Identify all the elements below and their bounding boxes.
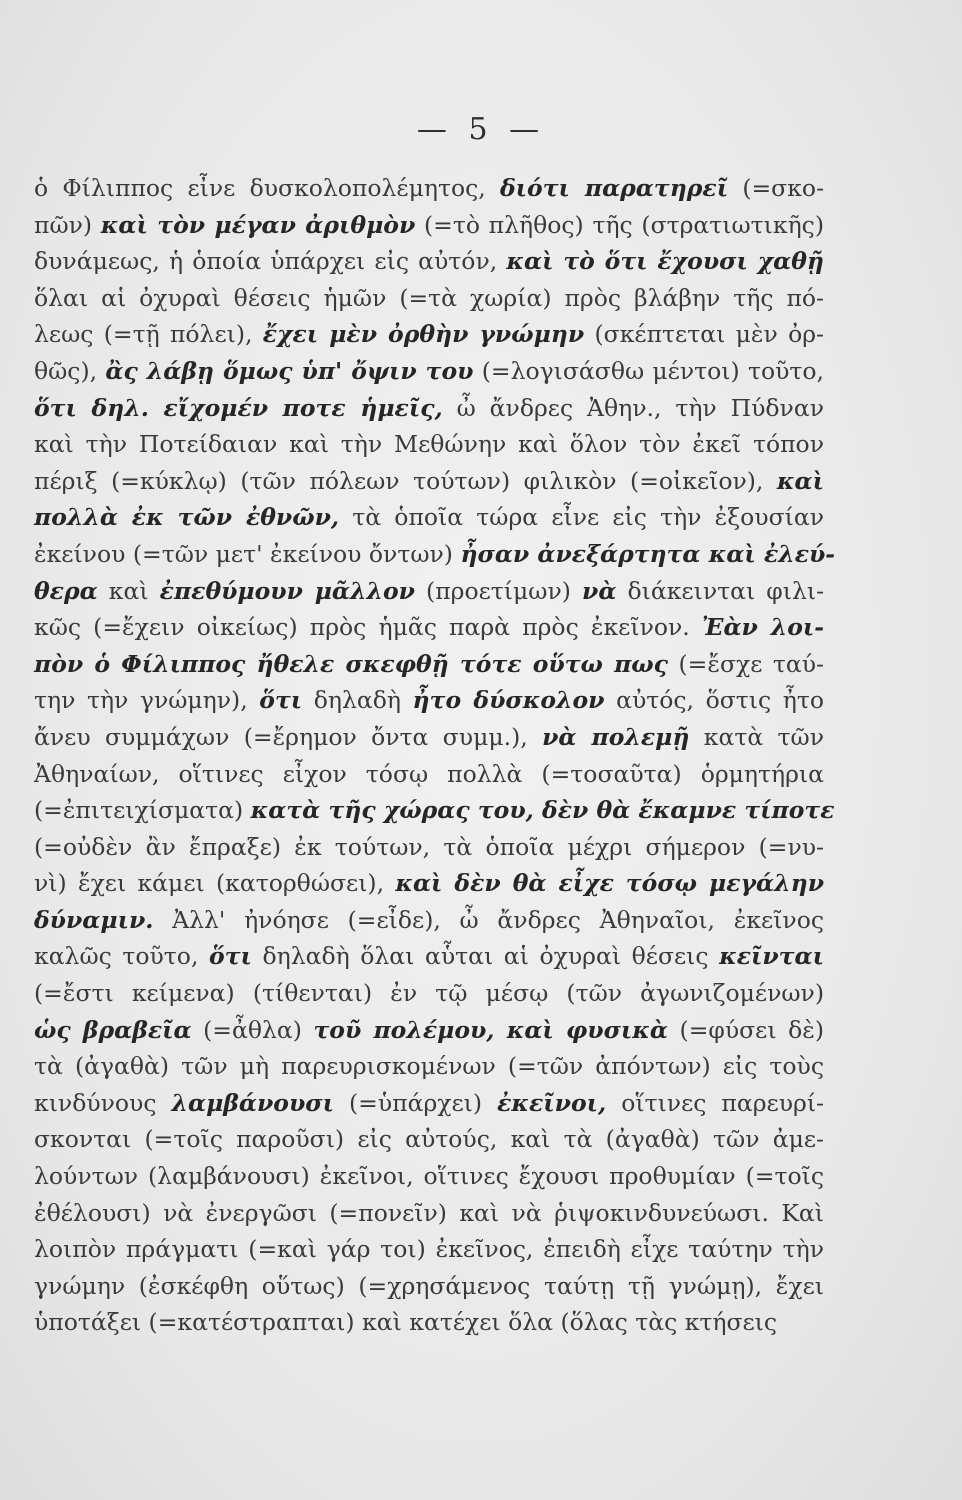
text-segment: σκονται (=τοῖς παροῦσι) εἰς αὐτούς, καὶ τὰ (ἀγαθὰ) τῶν ἀμε- (34, 1125, 824, 1154)
emphasized-text: πολλὰ ἐκ τῶν ἐθνῶν, (34, 503, 340, 532)
text-segment: θῶς), (34, 356, 106, 385)
text-line (34, 975, 824, 1012)
text-line (34, 170, 824, 207)
text-line (34, 1231, 824, 1268)
emphasized-text: πὸν ὁ Φίλιππος ἤθελε σκεφθῇ τότε οὕτω πως (34, 649, 668, 678)
text-line (34, 792, 835, 829)
text-segment: ὁ Φίλιππος εἶνε δυσκολοπολέμητος, (34, 174, 500, 202)
text-segment: (=ἔσχε ταύ- (668, 649, 824, 678)
text-segment: λεως (=τῇ πόλει), (34, 320, 263, 349)
text-segment: καὶ τὴν Ποτείδαιαν καὶ τὴν Μεθώνην καὶ ὅλον τὸν ἐκεῖ τόπον (34, 430, 824, 459)
text-segment: δηλαδὴ (302, 686, 413, 715)
emphasized-text: διότι παρατηρεῖ (500, 174, 729, 202)
text-line (34, 682, 824, 719)
text-line (34, 829, 824, 866)
text-line (34, 1121, 824, 1158)
emphasized-text: νὰ (582, 576, 617, 605)
emphasized-text: ὅτι δηλ. εἴχομέν ποτε ἡμεῖς, (34, 393, 443, 422)
text-segment: τὰ ὁποῖα τώρα εἶνε εἰς τὴν ἐξουσίαν (339, 503, 825, 532)
emphasized-text: ὅτι (259, 686, 303, 715)
text-line (34, 1304, 824, 1341)
text-segment: (=ἔστι κείμενα) (τίθενται) ἐν τῷ μέσῳ (τῶν ἀγωνιζομένων) (34, 979, 824, 1008)
text-segment: (=σκο- (728, 174, 825, 202)
text-line (34, 316, 824, 353)
text-segment: καὶ (97, 576, 160, 605)
text-line (34, 756, 824, 793)
text-segment: (=ἐπιτειχίσματα) (34, 796, 251, 825)
emphasized-text: λαμβάνουσι (171, 1088, 334, 1117)
text-line (34, 1158, 824, 1195)
text-segment: πῶν) (34, 210, 101, 239)
emphasized-text: νὰ πολεμῇ (542, 722, 690, 751)
emphasized-text: ἦσαν ἀνεξάρτητα καὶ ἐλεύ- (460, 539, 836, 568)
emphasized-text: ἐκεῖνοι, (497, 1088, 607, 1117)
text-segment: ὑποτάξει (=κατέστραπται) καὶ κατέχει ὅλα (ὅλας τὰς κτήσεις (34, 1308, 778, 1337)
emphasized-text: ἔχει μὲν ὀρθὴν γνώμην (262, 320, 585, 349)
text-segment: (=τὸ πλῆθος) τῆς (στρατιωτικῆς) (415, 210, 824, 239)
text-segment: (=ἆθλα) (191, 1015, 314, 1044)
emphasized-text: ὅτι (209, 942, 252, 971)
text-segment: (προετίμων) (414, 576, 583, 605)
text-line (34, 1195, 824, 1232)
text-segment: (=λογισάσθω μέντοι) τοῦτο, (473, 356, 824, 385)
emphasized-text: καὶ τὸν μέγαν ἀριθμὸν (100, 210, 416, 239)
text-segment: δυνάμεως, ἡ ὁποία ὑπάρχει εἰς αὐτόν, (34, 247, 507, 276)
text-segment: νὶ) ἔχει κάμει (κατορθώσει), (34, 869, 396, 898)
emphasized-text: τοῦ πολέμου, καὶ φυσικὰ (313, 1015, 668, 1044)
emphasized-text: ἐπεθύμουν μᾶλλον (159, 576, 415, 605)
emphasized-text: θερα (34, 576, 98, 605)
text-line (34, 865, 824, 902)
text-segment: τὰ (ἀγαθὰ) τῶν μὴ παρευρισκομένων (=τῶν ἀπόντων) εἰς τοὺς (34, 1052, 824, 1081)
text-segment: καλῶς τοῦτο, (34, 942, 210, 971)
text-line (34, 938, 824, 975)
text-line (34, 207, 824, 244)
text-line (34, 1085, 824, 1122)
emphasized-text: καὶ (776, 466, 824, 495)
text-segment: αὐτός, ὅστις ἦτο (604, 686, 824, 715)
text-segment: (=ὑπάρχει) (333, 1088, 498, 1117)
text-line (34, 646, 824, 683)
text-line (34, 463, 824, 500)
text-segment: ἐκείνου (=τῶν μετ' ἐκείνου ὄντων) (34, 539, 461, 568)
page-number: — 5 — (416, 112, 546, 147)
text-segment: γνώμην (ἐσκέφθη οὕτως) (=χρησάμενος ταύτῃ τῇ γνώμῃ), ἔχει (34, 1271, 824, 1300)
text-line (34, 353, 824, 390)
emphasized-text: ἦτο δύσκολον (412, 686, 605, 715)
text-segment: ἄνευ συμμάχων (=ἔρημον ὄντα συμμ.), (34, 722, 543, 751)
emphasized-text: καὶ τὸ ὅτι ἔχουσι χαθῇ (506, 247, 825, 276)
text-segment: την τὴν γνώμην), (34, 686, 260, 715)
text-line (34, 573, 824, 610)
text-line (34, 609, 824, 646)
text-segment: κατὰ τῶν (689, 722, 824, 751)
text-segment: Ἀλλ' ἠνόησε (=εἶδε), ὦ ἄνδρες Ἀθηναῖοι, ἐκεῖνος (153, 905, 824, 934)
text-line (34, 426, 824, 463)
text-segment: (=οὐδὲν ἂν ἔπραξε) ἐκ τούτων, τὰ ὁποῖα μέχρι σήμερον (=νυ- (34, 832, 824, 861)
text-line (34, 390, 824, 427)
text-segment: ὅλαι αἱ ὀχυραὶ θέσεις ἡμῶν (=τὰ χωρία) πρὸς βλάβην τῆς πό- (34, 283, 824, 312)
text-line (34, 243, 824, 280)
emphasized-text: κατὰ τῆς χώρας του, δὲν θὰ ἔκαμνε τίποτε (250, 796, 835, 825)
text-segment: οἵτινες παρευρί- (606, 1088, 824, 1117)
text-segment: (=φύσει δὲ) (668, 1015, 825, 1044)
text-line (34, 1048, 824, 1085)
text-line (34, 280, 824, 317)
text-segment: λούντων (λαμβάνουσι) ἐκεῖνοι, οἵτινες ἔχουσι προθυμίαν (=τοῖς (34, 1162, 824, 1191)
text-line (34, 1268, 824, 1305)
text-line (34, 1012, 824, 1049)
text-line (34, 902, 824, 939)
text-segment: πέριξ (=κύκλῳ) (τῶν πόλεων τούτων) φιλικὸν (=οἰκεῖον), (34, 466, 777, 495)
text-segment: ὦ ἄνδρες Ἀθην., τὴν Πύδναν (442, 393, 824, 422)
emphasized-text: ὡς βραβεῖα (34, 1015, 192, 1044)
emphasized-text: Ἐὰν λοι- (701, 613, 824, 642)
emphasized-text: καὶ δὲν θὰ εἶχε τόσῳ μεγάλην (395, 869, 824, 898)
text-segment: κινδύνους (34, 1088, 172, 1117)
text-segment: διάκεινται φιλι- (616, 576, 825, 605)
text-segment: λοιπὸν πράγματι (=καὶ γάρ τοι) ἐκεῖνος, ἐπειδὴ εἶχε ταύτην τὴν (34, 1235, 824, 1264)
text-line (34, 536, 836, 573)
text-line (34, 719, 824, 756)
text-segment: (σκέπτεται μὲν ὀρ- (584, 320, 824, 349)
text-segment: ἐθέλουσι) νὰ ἐνεργῶσι (=πονεῖν) καὶ νὰ ῥιψοκινδυνεύωσι. Καὶ (34, 1198, 824, 1227)
text-segment: δηλαδὴ ὅλαι αὗται αἱ ὀχυραὶ θέσεις (251, 942, 720, 971)
emphasized-text: κεῖνται (719, 942, 824, 971)
body-text (34, 170, 836, 1341)
text-line (34, 499, 824, 536)
text-segment: Ἀθηναίων, οἵτινες εἶχον τόσῳ πολλὰ (=τοσαῦτα) ὁρμητήρια (34, 759, 824, 788)
text-segment: κῶς (=ἔχειν οἰκείως) πρὸς ἡμᾶς παρὰ πρὸς ἐκεῖνον. (34, 613, 702, 642)
emphasized-text: δύναμιν. (34, 905, 154, 934)
emphasized-text: ἂς λάβῃ ὅμως ὑπ' ὄψιν του (105, 356, 474, 385)
